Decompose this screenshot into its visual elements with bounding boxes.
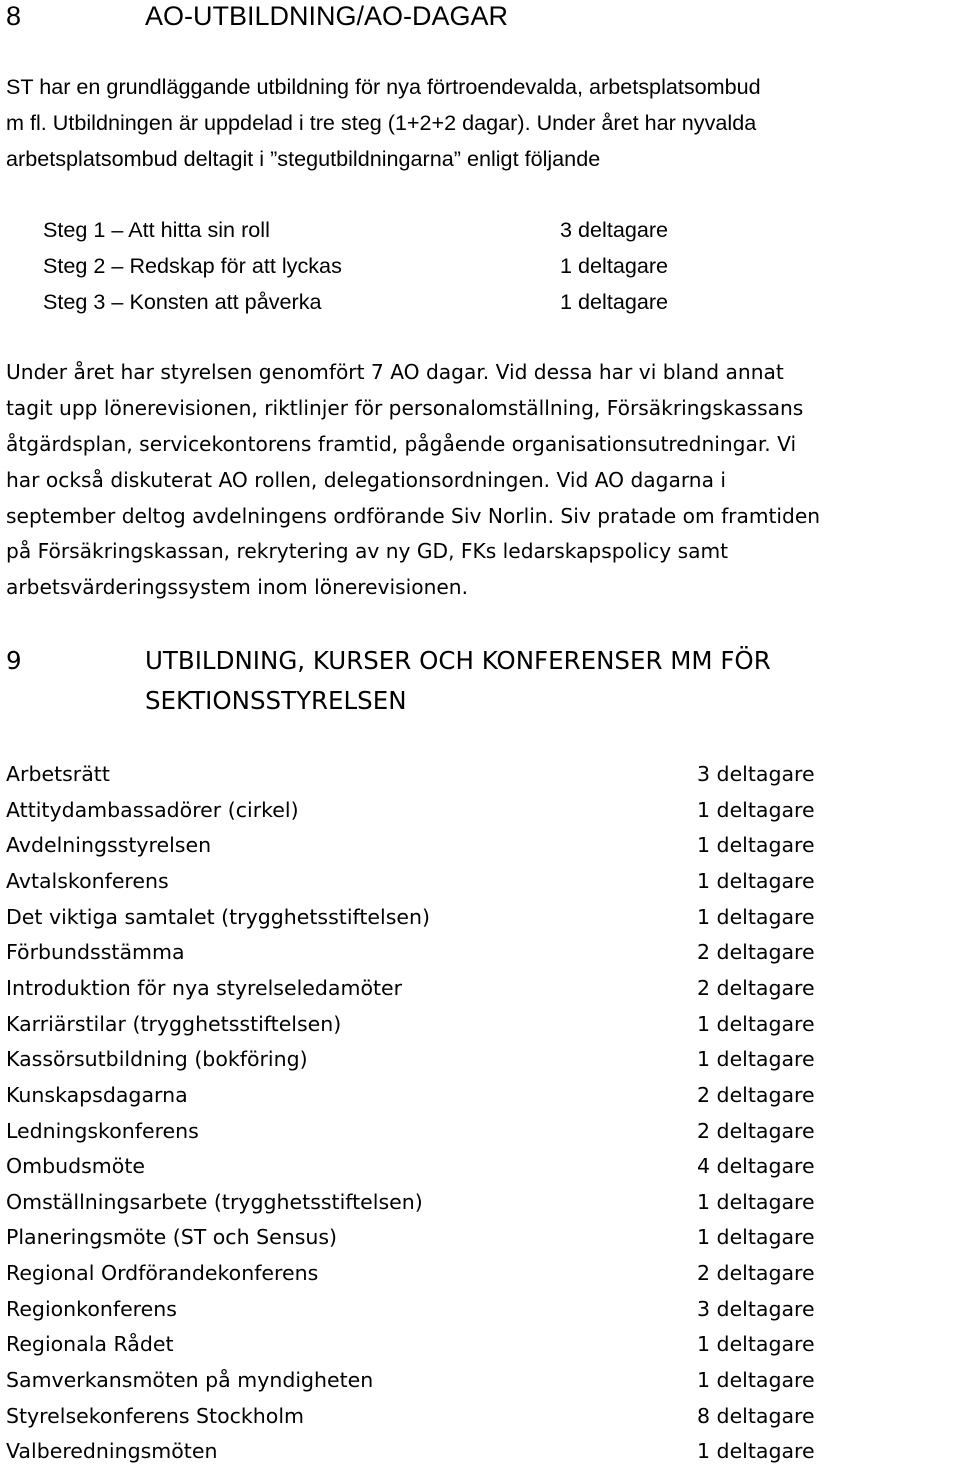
body-line: september deltog avdelningens ordförande Siv Norlin. Siv pratade om framtiden xyxy=(6,504,821,528)
course-count: 1 deltagare xyxy=(697,1225,815,1249)
course-label: Samverkansmöten på myndigheten xyxy=(6,1368,374,1392)
course-label: Regionkonferens xyxy=(6,1297,177,1321)
course-label: Ombudsmöte xyxy=(6,1154,145,1178)
course-count: 2 deltagare xyxy=(697,1261,815,1285)
course-label: Regionala Rådet xyxy=(6,1332,174,1356)
course-label: Kassörsutbildning (bokföring) xyxy=(6,1047,308,1071)
course-count: 3 deltagare xyxy=(697,762,815,786)
intro-line: arbetsplatsombud deltagit i ”stegutbildningarna” enligt följande xyxy=(6,146,601,171)
course-label: Kunskapsdagarna xyxy=(6,1083,188,1107)
course-count: 1 deltagare xyxy=(697,798,815,822)
body-line: Under året har styrelsen genomfört 7 AO dagar. Vid dessa har vi bland annat xyxy=(6,360,784,384)
course-label: Regional Ordförandekonferens xyxy=(6,1261,319,1285)
course-label: Ledningskonferens xyxy=(6,1119,199,1143)
course-count: 1 deltagare xyxy=(697,1368,815,1392)
section-8-title: AO-UTBILDNING/AO-DAGAR xyxy=(145,1,509,31)
course-label: Omställningsarbete (trygghetsstiftelsen) xyxy=(6,1190,423,1214)
course-count: 4 deltagare xyxy=(697,1154,815,1178)
body-line: på Försäkringskassan, rekrytering av ny GD, FKs ledarskapspolicy samt xyxy=(6,539,729,563)
step-label: Steg 1 – Att hitta sin roll xyxy=(43,217,270,242)
body-line: åtgärdsplan, servicekontorens framtid, pågående organisationsutredningar. Vi xyxy=(6,432,797,456)
course-count: 1 deltagare xyxy=(697,905,815,929)
course-count: 2 deltagare xyxy=(697,976,815,1000)
step-label: Steg 3 – Konsten att påverka xyxy=(43,289,322,314)
step-count: 1 deltagare xyxy=(560,289,669,314)
section-9-number: 9 xyxy=(6,646,22,675)
step-label: Steg 2 – Redskap för att lyckas xyxy=(43,253,342,278)
course-label: Planeringsmöte (ST och Sensus) xyxy=(6,1225,338,1249)
body-line: har också diskuterat AO rollen, delegationsordningen. Vid AO dagarna i xyxy=(6,468,726,492)
course-count: 2 deltagare xyxy=(697,1119,815,1143)
course-label: Det viktiga samtalet (trygghetsstiftelsen) xyxy=(6,905,430,929)
step-count: 3 deltagare xyxy=(560,217,669,242)
course-count: 1 deltagare xyxy=(697,1012,815,1036)
course-count: 1 deltagare xyxy=(697,1439,815,1463)
course-count: 1 deltagare xyxy=(697,1047,815,1071)
course-label: Avtalskonferens xyxy=(6,869,169,893)
intro-line: ST har en grundläggande utbildning för nya förtroendevalda, arbetsplatsombud xyxy=(6,74,761,99)
course-label: Förbundsstämma xyxy=(6,940,185,964)
step-count: 1 deltagare xyxy=(560,253,669,278)
course-count: 2 deltagare xyxy=(697,1083,815,1107)
course-count: 1 deltagare xyxy=(697,1190,815,1214)
body-line: tagit upp lönerevisionen, riktlinjer för personalomställning, Försäkringskassans xyxy=(6,396,804,420)
course-label: Valberedningsmöten xyxy=(6,1439,218,1463)
course-count: 1 deltagare xyxy=(697,1332,815,1356)
course-label: Introduktion för nya styrelseledamöter xyxy=(6,976,403,1000)
course-label: Attitydambassadörer (cirkel) xyxy=(6,798,299,822)
section-9-title-line1: UTBILDNING, KURSER OCH KONFERENSER MM FÖR xyxy=(145,646,771,675)
course-label: Styrelsekonferens Stockholm xyxy=(6,1404,304,1428)
course-count: 1 deltagare xyxy=(697,869,815,893)
section-9-title-line2: SEKTIONSSTYRELSEN xyxy=(145,686,407,715)
section-8-number: 8 xyxy=(6,1,22,31)
course-count: 8 deltagare xyxy=(697,1404,815,1428)
intro-line: m fl. Utbildningen är uppdelad i tre steg (1+2+2 dagar). Under året har nyvalda xyxy=(6,110,757,135)
course-count: 1 deltagare xyxy=(697,833,815,857)
course-label: Avdelningsstyrelsen xyxy=(6,833,212,857)
course-count: 3 deltagare xyxy=(697,1297,815,1321)
course-label: Karriärstilar (trygghetsstiftelsen) xyxy=(6,1012,342,1036)
course-label: Arbetsrätt xyxy=(6,762,110,786)
body-line: arbetsvärderingssystem inom lönerevisionen. xyxy=(6,575,469,599)
course-count: 2 deltagare xyxy=(697,940,815,964)
